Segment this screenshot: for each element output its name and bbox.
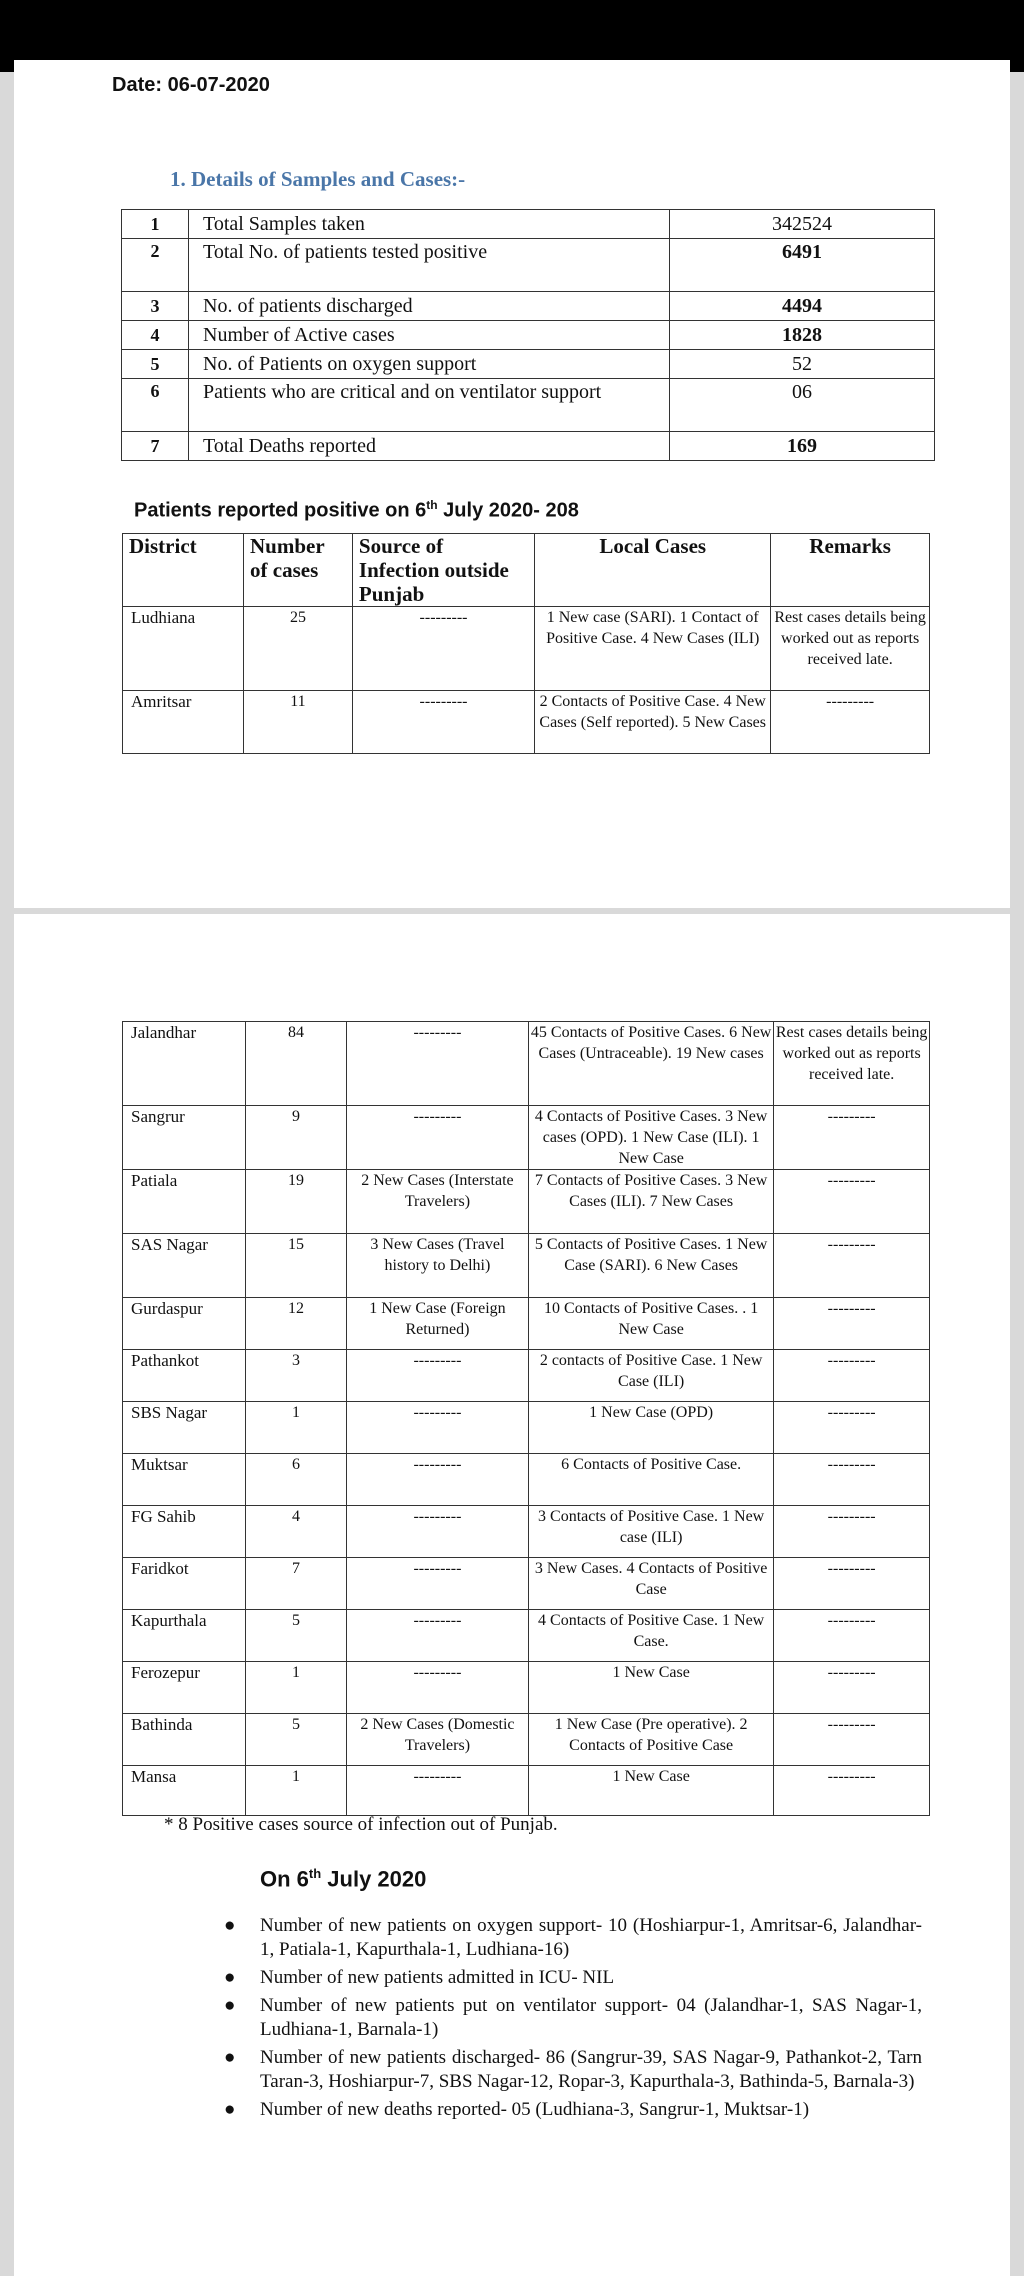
header-remarks: Remarks: [771, 534, 930, 607]
case-count: 84: [246, 1022, 347, 1106]
local-cell: 1 New Case: [529, 1766, 774, 1816]
district-name: Sangrur: [123, 1106, 246, 1170]
table-row: [123, 1234, 930, 1298]
remarks-cell: ---------: [774, 1402, 930, 1454]
on-date-heading-text: On 6: [260, 1866, 309, 1892]
table-row: [123, 1766, 930, 1816]
list-item-text: Number of new patients put on ventilator support- 04 (Jalandhar-1, SAS Nagar-1, Ludhiana-1, Barnala-1): [260, 1995, 922, 2040]
local-cell: 5 Contacts of Positive Cases. 1 New Case (SARI). 6 New Cases: [529, 1234, 774, 1298]
bullet-icon: ●: [224, 1995, 236, 2016]
remarks-cell: ---------: [774, 1170, 930, 1234]
list-item-text: Number of new deaths reported- 05 (Ludhiana-3, Sangrur-1, Muktsar-1): [260, 2099, 810, 2120]
district-header-row: [123, 534, 930, 607]
local-cell: 3 New Cases. 4 Contacts of Positive Case: [529, 1558, 774, 1610]
summary-row: [122, 350, 935, 379]
row-value: 169: [670, 432, 935, 461]
row-value: 6491: [670, 239, 935, 292]
table-row: [123, 1506, 930, 1558]
local-cell: 2 contacts of Positive Case. 1 New Case (ILI): [529, 1350, 774, 1402]
table-row: [123, 691, 930, 754]
case-count: 1: [246, 1662, 347, 1714]
row-number: 4: [122, 321, 189, 350]
table-row: [123, 1106, 930, 1170]
district-name: Jalandhar: [123, 1022, 246, 1106]
district-name: Patiala: [123, 1170, 246, 1234]
local-cell: 1 New Case (OPD): [529, 1402, 774, 1454]
table-row: [123, 1558, 930, 1610]
header-local: Local Cases: [535, 534, 771, 607]
row-value: 52: [670, 350, 935, 379]
on-date-heading-sup: th: [308, 1866, 322, 1881]
row-number: 5: [122, 350, 189, 379]
source-cell: ---------: [346, 1610, 528, 1662]
source-cell: ---------: [346, 1350, 528, 1402]
local-cell: 7 Contacts of Positive Cases. 3 New Cases (ILI). 7 New Cases: [529, 1170, 774, 1234]
district-table-page2: [122, 1021, 930, 1816]
row-label: No. of patients discharged: [189, 292, 670, 321]
case-count: 1: [246, 1402, 347, 1454]
table-row: [123, 1610, 930, 1662]
case-count: 5: [246, 1714, 347, 1766]
remarks-cell: ---------: [774, 1662, 930, 1714]
list-item: [224, 1914, 922, 1962]
remarks-cell: ---------: [774, 1506, 930, 1558]
case-count: 11: [244, 691, 353, 754]
source-cell: ---------: [346, 1454, 528, 1506]
row-number: 7: [122, 432, 189, 461]
case-count: 4: [246, 1506, 347, 1558]
district-name: Ludhiana: [123, 607, 244, 691]
source-cell: 2 New Cases (Interstate Travelers): [346, 1170, 528, 1234]
list-item-text: Number of new patients on oxygen support- 10 (Hoshiarpur-1, Amritsar-6, Jalandhar-1, Patiala-1, Kapurthala-1, Ludhiana-16): [260, 1915, 922, 1960]
district-name: Muktsar: [123, 1454, 246, 1506]
row-value: 06: [670, 379, 935, 432]
page-2: [14, 914, 1010, 2276]
table-row: [123, 1022, 930, 1106]
remarks-cell: ---------: [774, 1454, 930, 1506]
remarks-cell: ---------: [771, 691, 930, 754]
source-cell: ---------: [352, 607, 534, 691]
district-name: SAS Nagar: [123, 1234, 246, 1298]
bullet-icon: ●: [224, 1967, 236, 1988]
remarks-cell: ---------: [774, 1298, 930, 1350]
table-row: [123, 1714, 930, 1766]
source-cell: ---------: [346, 1506, 528, 1558]
positive-heading-count: July 2020- 208: [437, 499, 579, 522]
district-name: Mansa: [123, 1766, 246, 1816]
remarks-cell: ---------: [774, 1106, 930, 1170]
remarks-cell: Rest cases details being worked out as reports received late.: [774, 1022, 930, 1106]
source-cell: ---------: [346, 1766, 528, 1816]
source-cell: ---------: [346, 1402, 528, 1454]
on-date-heading: [260, 1866, 426, 1892]
row-label: Total No. of patients tested positive: [189, 239, 670, 292]
summary-row: [122, 321, 935, 350]
summary-row: [122, 292, 935, 321]
source-cell: 3 New Cases (Travel history to Delhi): [346, 1234, 528, 1298]
row-value: 4494: [670, 292, 935, 321]
footnote: * 8 Positive cases source of infection out of Punjab.: [164, 1814, 558, 1835]
table-row: [123, 1298, 930, 1350]
table-row: [123, 1170, 930, 1234]
remarks-cell: Rest cases details being worked out as reports received late.: [771, 607, 930, 691]
summary-row: [122, 239, 935, 292]
source-cell: ---------: [346, 1662, 528, 1714]
row-label: No. of Patients on oxygen support: [189, 350, 670, 379]
summary-row: [122, 379, 935, 432]
source-cell: 1 New Case (Foreign Returned): [346, 1298, 528, 1350]
section-title: 1. Details of Samples and Cases:-: [170, 167, 466, 191]
list-item: [224, 1994, 922, 2042]
header-district: District: [123, 534, 244, 607]
table-row: [123, 1662, 930, 1714]
local-cell: 4 Contacts of Positive Case. 1 New Case.: [529, 1610, 774, 1662]
row-label: Number of Active cases: [189, 321, 670, 350]
row-value: 342524: [670, 210, 935, 239]
list-item: [224, 2046, 922, 2094]
local-cell: 10 Contacts of Positive Cases. . 1 New Case: [529, 1298, 774, 1350]
table-row: [123, 1454, 930, 1506]
district-name: Faridkot: [123, 1558, 246, 1610]
source-cell: ---------: [346, 1558, 528, 1610]
local-cell: 1 New case (SARI). 1 Contact of Positive Case. 4 New Cases (ILI): [535, 607, 771, 691]
case-count: 25: [244, 607, 353, 691]
summary-row: [122, 432, 935, 461]
district-name: FG Sahib: [123, 1506, 246, 1558]
bullet-icon: ●: [224, 2099, 236, 2120]
list-item: [224, 2098, 922, 2122]
case-count: 6: [246, 1454, 347, 1506]
remarks-cell: ---------: [774, 1610, 930, 1662]
row-number: 6: [122, 379, 189, 432]
page-1: [14, 60, 1010, 908]
district-name: Amritsar: [123, 691, 244, 754]
row-label: Total Samples taken: [189, 210, 670, 239]
header-source: Source of Infection outside Punjab: [352, 534, 534, 607]
district-name: Gurdaspur: [123, 1298, 246, 1350]
local-cell: 3 Contacts of Positive Case. 1 New case (ILI): [529, 1506, 774, 1558]
remarks-cell: ---------: [774, 1714, 930, 1766]
list-item-text: Number of new patients discharged- 86 (Sangrur-39, SAS Nagar-9, Pathankot-2, Tarn Taran-3, Hoshiarpur-7, SBS Nagar-12, Ropar-3, Kapurthala-3, Bathinda-5, Barnala-3): [260, 2047, 922, 2092]
district-table-page1: [122, 533, 930, 754]
row-value: 1828: [670, 321, 935, 350]
row-label: Total Deaths reported: [189, 432, 670, 461]
table-row: [123, 1350, 930, 1402]
remarks-cell: ---------: [774, 1558, 930, 1610]
row-number: 1: [122, 210, 189, 239]
table-row: [123, 607, 930, 691]
remarks-cell: ---------: [774, 1234, 930, 1298]
local-cell: 1 New Case (Pre operative). 2 Contacts of Positive Case: [529, 1714, 774, 1766]
local-cell: 45 Contacts of Positive Cases. 6 New Cases (Untraceable). 19 New cases: [529, 1022, 774, 1106]
district-name: Bathinda: [123, 1714, 246, 1766]
source-cell: ---------: [352, 691, 534, 754]
positive-heading-text: Patients reported positive on 6: [134, 499, 427, 522]
on-date-heading-rest: July 2020: [321, 1866, 427, 1892]
positive-heading: [134, 498, 579, 523]
district-name: Ferozepur: [123, 1662, 246, 1714]
bullet-icon: ●: [224, 1915, 236, 1936]
bullet-icon: ●: [224, 2047, 236, 2068]
district-name: SBS Nagar: [123, 1402, 246, 1454]
header-number: Number of cases: [244, 534, 353, 607]
case-count: 15: [246, 1234, 347, 1298]
local-cell: 4 Contacts of Positive Cases. 3 New cases (OPD). 1 New Case (ILI). 1 New Case: [529, 1106, 774, 1170]
row-number: 2: [122, 239, 189, 292]
positive-heading-sup: th: [426, 498, 438, 512]
list-item-text: Number of new patients admitted in ICU- NIL: [260, 1967, 615, 1988]
case-count: 5: [246, 1610, 347, 1662]
remarks-cell: ---------: [774, 1350, 930, 1402]
case-count: 7: [246, 1558, 347, 1610]
report-date: Date: 06-07-2020: [112, 74, 270, 96]
district-name: Kapurthala: [123, 1610, 246, 1662]
case-count: 9: [246, 1106, 347, 1170]
source-cell: ---------: [346, 1106, 528, 1170]
summary-table: [121, 209, 935, 461]
list-item: [224, 1966, 922, 1990]
case-count: 3: [246, 1350, 347, 1402]
remarks-cell: ---------: [774, 1766, 930, 1816]
source-cell: 2 New Cases (Domestic Travelers): [346, 1714, 528, 1766]
case-count: 12: [246, 1298, 347, 1350]
row-label: Patients who are critical and on ventilator support: [189, 379, 670, 432]
source-cell: ---------: [346, 1022, 528, 1106]
district-name: Pathankot: [123, 1350, 246, 1402]
local-cell: 6 Contacts of Positive Case.: [529, 1454, 774, 1506]
local-cell: 2 Contacts of Positive Case. 4 New Cases (Self reported). 5 New Cases: [535, 691, 771, 754]
case-count: 1: [246, 1766, 347, 1816]
case-count: 19: [246, 1170, 347, 1234]
summary-row: [122, 210, 935, 239]
table-row: [123, 1402, 930, 1454]
local-cell: 1 New Case: [529, 1662, 774, 1714]
row-number: 3: [122, 292, 189, 321]
daily-update-list: [224, 1914, 922, 2126]
